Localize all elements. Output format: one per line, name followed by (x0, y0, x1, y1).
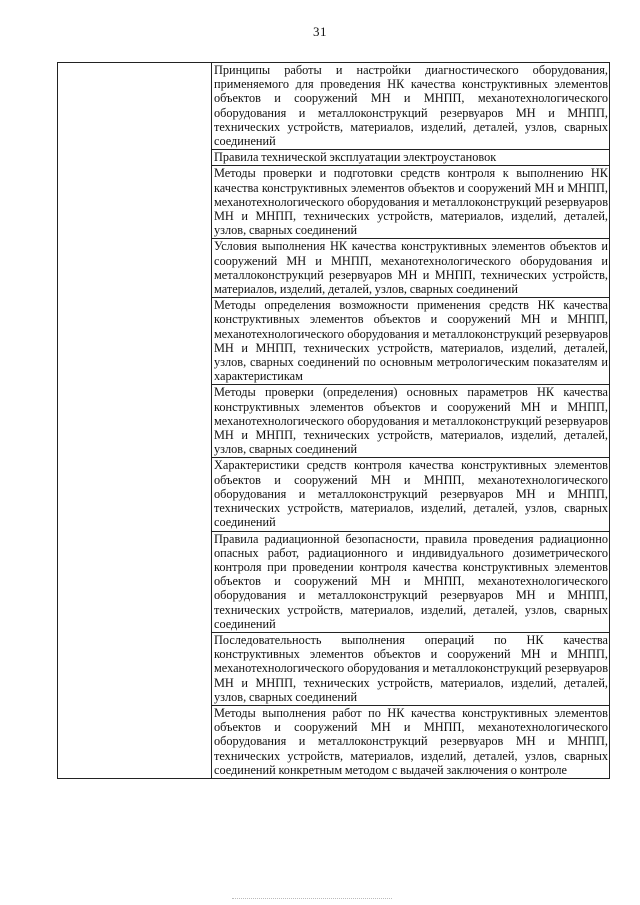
table-row (58, 63, 610, 150)
table-cell: Условия выполнения НК качества конструктивных элементов объектов и сооружений МН и МНПП, механотехнологического оборудования и металлоконструкций резервуаров МН и МНПП, технических устройств, материалов, изделий, деталей, узлов, сварных соединений (212, 239, 610, 298)
table-cell: Последовательность выполнения операций по НК качества конструктивных элементов объектов и сооружений МН и МНПП, механотехнологического оборудования и металлоконструкций резервуаров МН и МНПП, технических устройств, материалов, изделий, деталей, узлов, сварных соединений (212, 632, 610, 705)
page-number: 31 (313, 24, 327, 39)
table-cell: Методы определения возможности применения средств НК качества конструктивных элементов объектов и сооружений МН и МНПП, механотехнологического оборудования и металлоконструкций резервуаров МН и МНПП, технических устройств, материалов, изделий, деталей, узлов, сварных соединений по основным метрологическим показателям и характеристикам (212, 298, 610, 385)
scan-edge-mark (232, 898, 392, 899)
requirements-table (57, 62, 610, 779)
table-cell: Характеристики средств контроля качества конструктивных элементов объектов и сооружений МН и МНПП, механотехнологического оборудования и металлоконструкций резервуаров МН и МНПП, технических устройств, материалов, изделий, деталей, узлов, сварных соединений (212, 458, 610, 531)
table-cell: Методы проверки (определения) основных параметров НК качества конструктивных элементов объектов и сооружений МН и МНПП, механотехнологического оборудования и металлоконструкций резервуаров МН и МНПП, технических устройств, материалов, изделий, деталей, узлов, сварных соединений (212, 385, 610, 458)
left-column-cell (58, 63, 212, 779)
table-cell: Правила технической эксплуатации электроустановок (212, 150, 610, 166)
table-cell: Методы проверки и подготовки средств контроля к выполнению НК качества конструктивных элементов объектов и сооружений МН и МНПП, механотехнологического оборудования и металлоконструкций резервуаров МН и МНПП, технических устройств, материалов, изделий, деталей, узлов, сварных соединений (212, 166, 610, 239)
table-cell: Правила радиационной безопасности, правила проведения радиационно опасных работ, радиационного и индивидуального дозиметрического контроля при проведении контроля качества конструктивных элементов объектов и сооружений МН и МНПП, механотехнологического оборудования и металлоконструкций резервуаров МН и МНПП, технических устройств, материалов, изделий, деталей, узлов, сварных соединений (212, 531, 610, 632)
table-cell: Принципы работы и настройки диагностического оборудования, применяемого для проведения НК качества конструктивных элементов объектов и сооружений МН и МНПП, механотехнологического оборудования и металлоконструкций резервуаров МН и МНПП, технических устройств, материалов, изделий, деталей, узлов, сварных соединений (212, 63, 610, 150)
table-cell: Методы выполнения работ по НК качества конструктивных элементов объектов и сооружений МН и МНПП, механотехнологического оборудования и металлоконструкций резервуаров МН и МНПП, технических устройств, материалов, изделий, деталей, узлов, сварных соединений конкретным методом с выдачей заключения о контроле (212, 705, 610, 778)
